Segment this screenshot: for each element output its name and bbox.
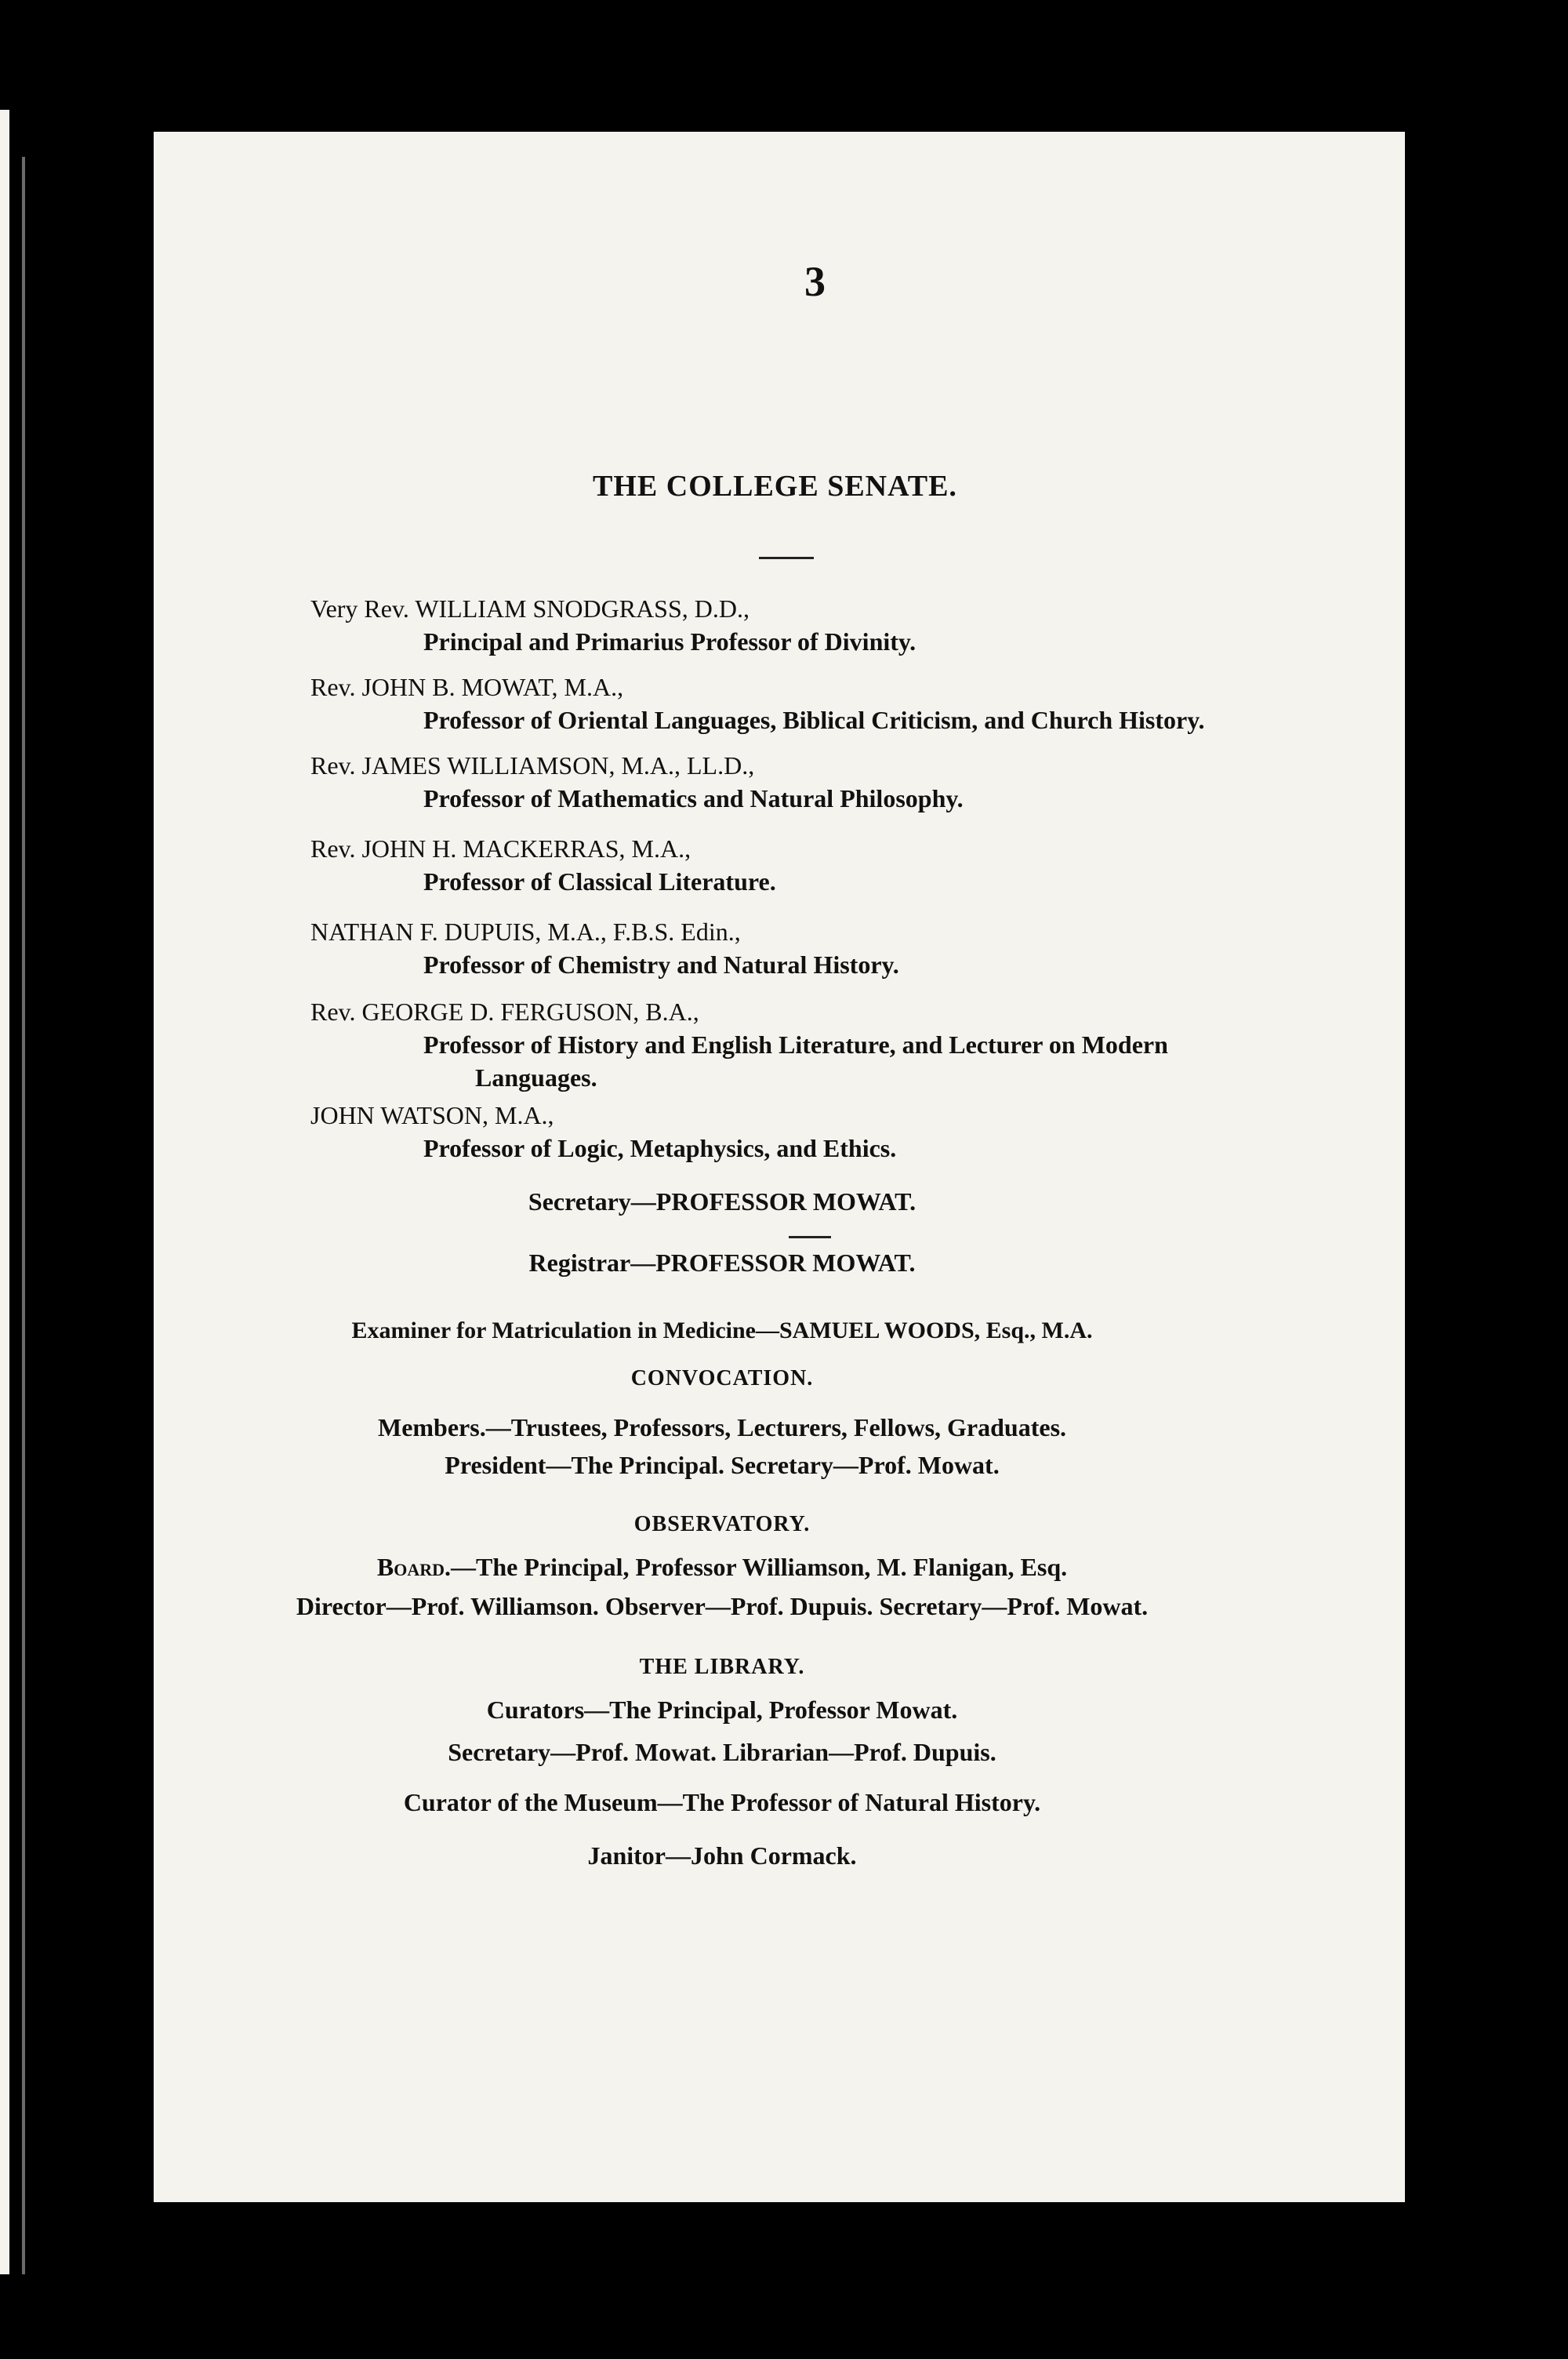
member-name: Rev. JOHN H. MACKERRAS, M.A., (310, 834, 691, 863)
senate-secretary: Secretary—PROFESSOR MOWAT. (528, 1187, 916, 1216)
section-rule (789, 1236, 831, 1238)
member-role: Professor of Classical Literature. (423, 867, 776, 896)
janitor: Janitor—John Cormack. (587, 1841, 857, 1870)
convocation-heading: CONVOCATION. (630, 1366, 814, 1390)
binding-line (22, 157, 25, 2274)
member-name: NATHAN F. DUPUIS, M.A., F.B.S. Edin., (310, 918, 741, 946)
member-role: Professor of Logic, Metaphysics, and Ethics. (423, 1134, 897, 1162)
member-name: Rev. JOHN B. MOWAT, M.A., (310, 673, 624, 701)
title-rule (759, 557, 814, 559)
observatory-board (154, 1553, 1290, 1582)
document-page (154, 132, 1405, 2202)
member-role: Professor of Mathematics and Natural Philosophy. (423, 784, 964, 812)
member-role: Professor of Chemistry and Natural History. (423, 951, 899, 979)
convocation-members: Members.—Trustees, Professors, Lecturers, Fellows, Graduates. (377, 1413, 1067, 1441)
page-number: 3 (804, 258, 826, 305)
member-name: Rev. JAMES WILLIAMSON, M.A., LL.D., (310, 751, 755, 780)
adjacent-page-edge (0, 110, 9, 2274)
senate-registrar: Registrar—PROFESSOR MOWAT. (528, 1249, 916, 1277)
library-curators: Curators—The Principal, Professor Mowat. (486, 1696, 958, 1724)
examiner-line: Examiner for Matriculation in Medicine—SAMUEL WOODS, Esq., M.A. (351, 1318, 1093, 1343)
page-title: THE COLLEGE SENATE. (593, 470, 957, 503)
member-role: Professor of Oriental Languages, Biblical Criticism, and Church History. (423, 706, 1205, 734)
library-officers: Secretary—Prof. Mowat. Librarian—Prof. Dupuis. (448, 1738, 996, 1766)
member-role: Principal and Primarius Professor of Divinity. (423, 627, 916, 656)
observatory-heading: OBSERVATORY. (633, 1512, 811, 1536)
board-members: —The Principal, Professor Williamson, M. Flanigan, Esq. (450, 1553, 1068, 1581)
member-role: Professor of History and English Literature, and Lecturer on Modern (423, 1030, 1168, 1059)
member-name: Rev. GEORGE D. FERGUSON, B.A., (310, 998, 699, 1026)
board-label: Board. (376, 1553, 451, 1581)
library-heading: THE LIBRARY. (639, 1655, 805, 1679)
convocation-officers: President—The Principal. Secretary—Prof. Mowat. (445, 1451, 1000, 1479)
member-role-continued: Languages. (475, 1063, 597, 1092)
member-name: Very Rev. WILLIAM SNODGRASS, D.D., (310, 594, 750, 623)
observatory-officers: Director—Prof. Williamson. Observer—Prof. Dupuis. Secretary—Prof. Mowat. (296, 1592, 1149, 1620)
member-name: JOHN WATSON, M.A., (310, 1101, 554, 1129)
museum-curator: Curator of the Museum—The Professor of Natural History. (403, 1788, 1041, 1816)
